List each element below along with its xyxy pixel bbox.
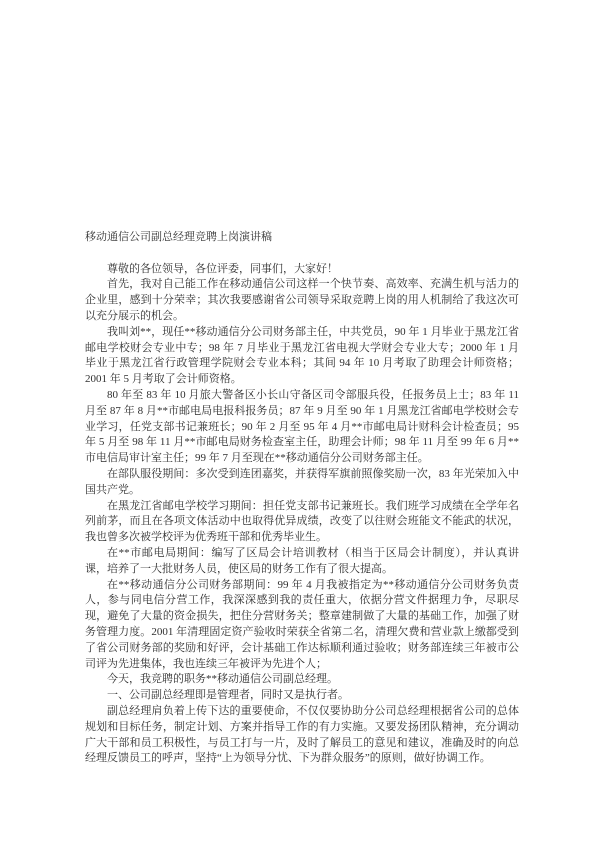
document-title: 移动通信公司副总经理竞聘上岗演讲稿 — [85, 231, 272, 243]
paragraph-work-history: 80 年至 83 年 10 月旅大警备区小长山守备区司令部服兵役，任报务员上士；83 年 11 月至 87 年 8 月**市邮电局电报科报务员；87 年 9 月至 90 年 1 月黑龙江省邮电学校财会专业学习，任党支部书记兼班长；90 年 2 月至 95 年 4 月**市邮电局计财科会计检查员；95 年 5 月至 98 年 11 月**市邮电局财务检查室主任，助理会计师；98 年 11 月至 99 年 6 月**市电信局审计室主任；99 年 7 月至现在**移动通信分公司财务部主任。 — [85, 388, 519, 465]
paragraph-deputy-gm-duties: 副总经理肩负着上传下达的重要使命，不仅仅要协助分公司总经理根据省公司的总体规划和目标任务，制定计划、方案并指导工作的有力实施。又要发扬团队精神，充分调动广大干部和员工积极性，与员工打与一片，及时了解员工的意见和建议，准确及时的向总经理反馈员工的呼声，坚持“上为领导分忧、下为群众服务”的原则，做好协调工作。 — [85, 704, 519, 765]
paragraph-finance-dept-period: 在**移动通信分公司财务部期间：99 年 4 月我被指定为**移动通信分公司财务负责人，参与同电信分营工作，我深深感到我的责任重大，依据分营文件据理力争，尽职尽现，避免了大量的资金损失，把住分营财务关；整章建制做了大量的基础工作，加强了财务管理力度。2001 年清理固定资产验收时荣获全省第二名，清理欠费和营业款上缴都受到了省公司财务部的奖励和好评，会计基础工作达标顺利通过验收；财务部连续三年被市公司评为先进集体，我也连续三年被评为先进个人； — [85, 578, 519, 670]
paragraph-opening: 首先，我对自己能工作在移动通信公司这样一个快节奏、高效率、充满生机与活力的企业里，感到十分荣幸；其次我要感谢省公司领导采取竞聘上岗的用人机制给了我这次可以充分展示的机会。 — [85, 278, 519, 322]
document-body — [85, 230, 519, 767]
paragraph-position-applied: 今天，我竞聘的职务**移动通信公司副总经理。 — [107, 673, 338, 686]
paragraph-school-period: 在黑龙江省邮电学校学习期间：担任党支部书记兼班长。我们班学习成绩在全学年名列前茅，而且在各项文体活动中也取得优异成绩，改变了以往财会班能文不能武的状况，我也曾多次被学校评为优秀班干部和优秀毕业生。 — [85, 499, 519, 544]
paragraph-greeting: 尊敬的各位领导，各位评委，同事们，大家好！ — [107, 262, 338, 275]
paragraph-section-one-heading: 一、公司副总经理即是管理者，同时又是执行者。 — [107, 689, 349, 702]
paragraph-post-bureau-period: 在**市邮电局期间：编写了区局会计培训教材（相当于区局会计制度），并认真讲课，培养了一大批财务人员，使区局的财务工作有了很大提高。 — [85, 546, 519, 575]
paragraph-self-intro: 我叫刘**，现任**移动通信分公司财务部主任，中共党员，90 年 1 月毕业于黑龙江省邮电学校财会专业中专；98 年 7 月毕业于黑龙江省电视大学财会专业大专；2000 年 1 月毕业于黑龙江省行政管理学院财会专业本科；其间 94 年 10 月考取了助理会计师资格；2001 年 5 月考取了会计师资格。 — [85, 325, 519, 386]
paragraph-army-service: 在部队服役期间：多次受到连团嘉奖，并获得军旗前照像奖励一次，83 年光荣加入中国共产党。 — [85, 467, 519, 496]
